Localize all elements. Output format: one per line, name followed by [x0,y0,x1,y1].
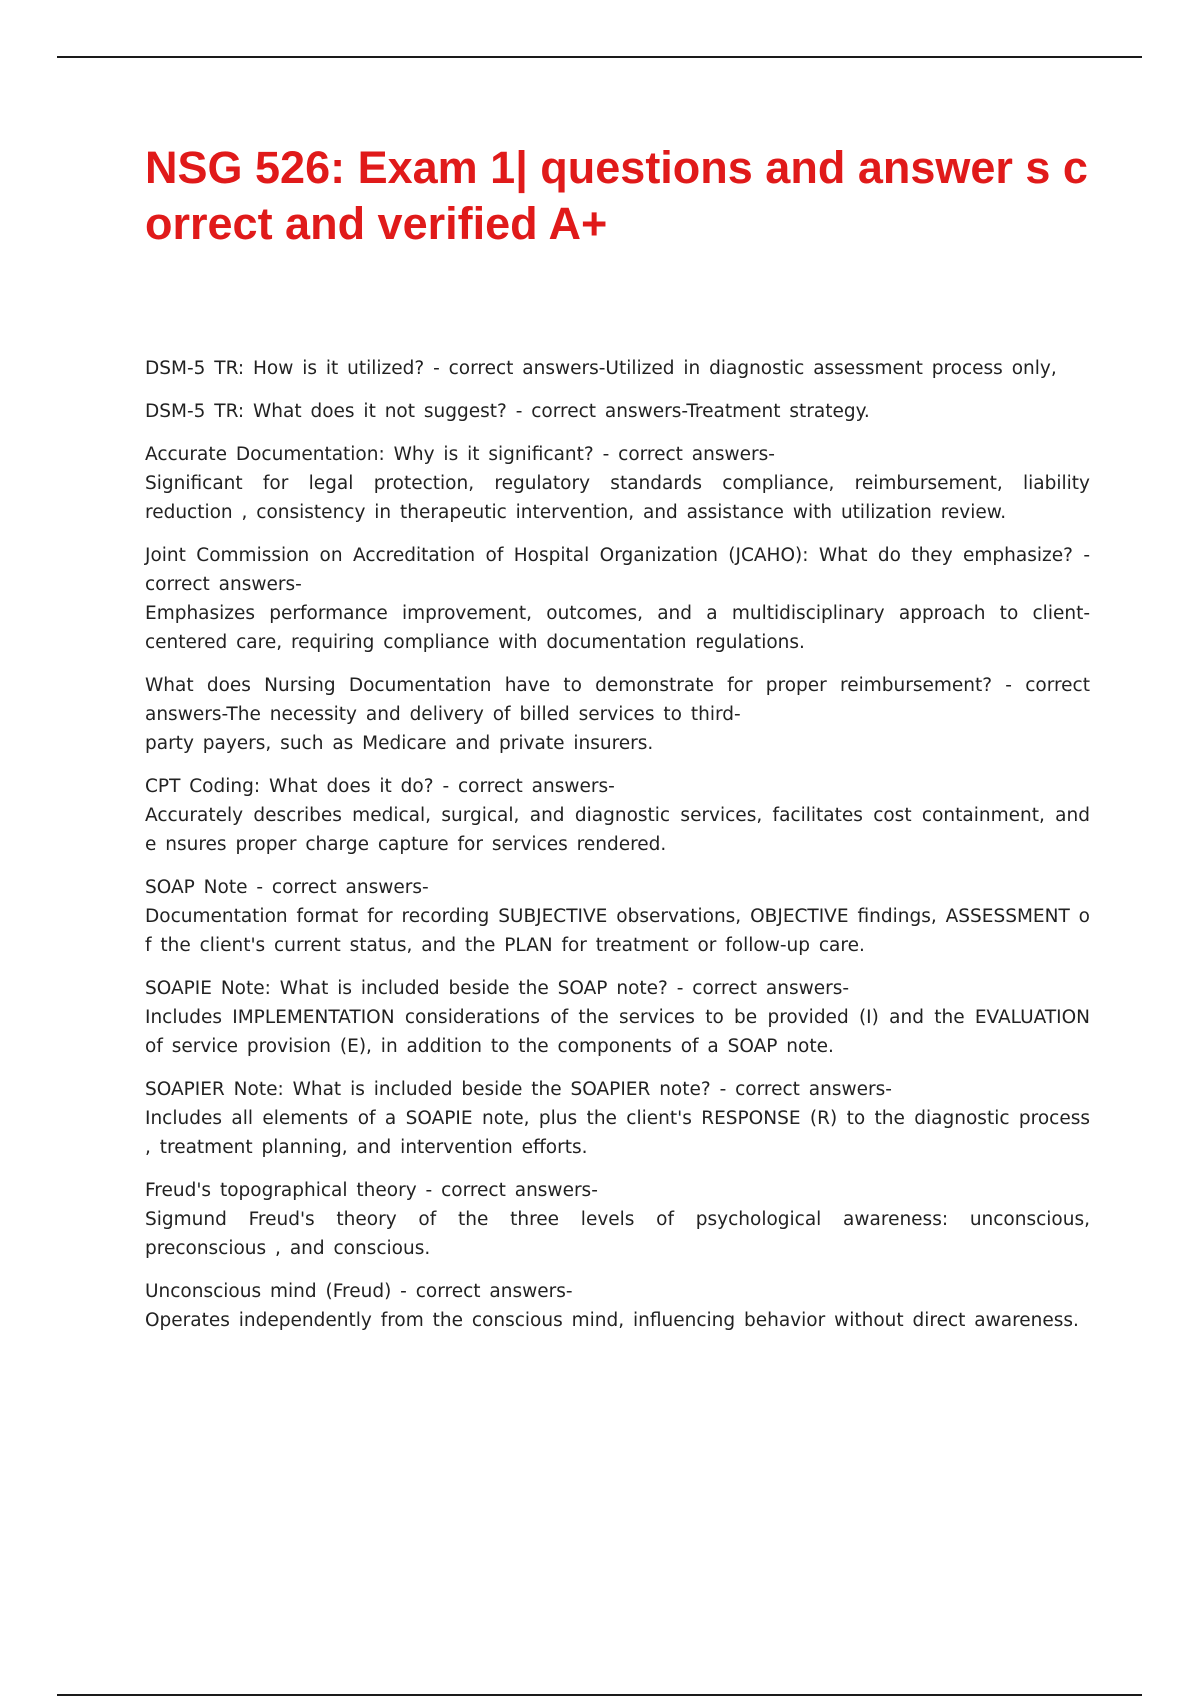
answer-text: Sigmund Freud's theory of the three levels of psychological awareness: unconscious, preconscious , and conscious. [145,1209,1090,1259]
answer-text: Includes all elements of a SOAPIE note, plus the client's RESPONSE (R) to the diagnostic process , treatment planning, and intervention efforts. [145,1108,1090,1158]
document-title: NSG 526: Exam 1| questions and answer s correct and verified A+ [145,142,1088,249]
qa-entry [145,772,1090,859]
qa-entry [145,1176,1090,1263]
header-rule [57,56,1142,58]
question-text: SOAPIE Note: What is included beside the SOAP note? - correct answers- [145,978,850,999]
footer-rule [57,1694,1142,1696]
answer-text: Includes IMPLEMENTATION considerations of the services to be provided (I) and the EVALUATION of service provision (E), in addition to the components of a SOAP note. [145,1007,1090,1057]
qa-entry [145,1277,1090,1335]
question-text: Freud's topographical theory - correct answers- [145,1180,598,1201]
answer-text: Operates independently from the conscious mind, influencing behavior without direct awareness. [145,1310,1079,1331]
qa-entry [145,397,1090,426]
question-text: DSM-5 TR: How is it utilized? - correct answers-Utilized in diagnostic assessment process only, [145,358,1057,379]
question-text: Joint Commission on Accreditation of Hospital Organization (JCAHO): What do they emphasize? - correct answers- [145,545,1090,595]
question-text: CPT Coding: What does it do? - correct answers- [145,776,615,797]
qa-entry [145,354,1090,383]
qa-entry [145,671,1090,758]
document-body [145,140,1090,1349]
question-text: DSM-5 TR: What does it not suggest? - correct answers-Treatment strategy. [145,401,870,422]
qa-entry [145,541,1090,657]
question-text: What does Nursing Documentation have to demonstrate for proper reimbursement? - correct answers-The necessity and delivery of billed services to third- [145,675,1090,725]
answer-text: Significant for legal protection, regulatory standards compliance, reimbursement, liability reduction , consistency in therapeutic intervention, and assistance with utilization review. [145,473,1090,523]
qa-list [145,354,1090,1335]
question-text: SOAPIER Note: What is included beside the SOAPIER note? - correct answers- [145,1079,892,1100]
qa-entry [145,1075,1090,1162]
qa-entry [145,440,1090,527]
question-text: SOAP Note - correct answers- [145,877,429,898]
answer-text: party payers, such as Medicare and private insurers. [145,733,654,754]
question-text: Accurate Documentation: Why is it significant? - correct answers- [145,444,775,465]
answer-text: Accurately describes medical, surgical, and diagnostic services, facilitates cost containment, and e nsures proper charge capture for services rendered. [145,805,1090,855]
answer-text: Emphasizes performance improvement, outcomes, and a multidisciplinary approach to client-centered care, requiring compliance with documentation regulations. [145,603,1090,653]
question-text: Unconscious mind (Freud) - correct answers- [145,1281,573,1302]
qa-entry [145,974,1090,1061]
qa-entry [145,873,1090,960]
answer-text: Documentation format for recording SUBJECTIVE observations, OBJECTIVE findings, ASSESSMENT o f the client's current status, and the PLAN for treatment or follow-up care. [145,906,1090,956]
